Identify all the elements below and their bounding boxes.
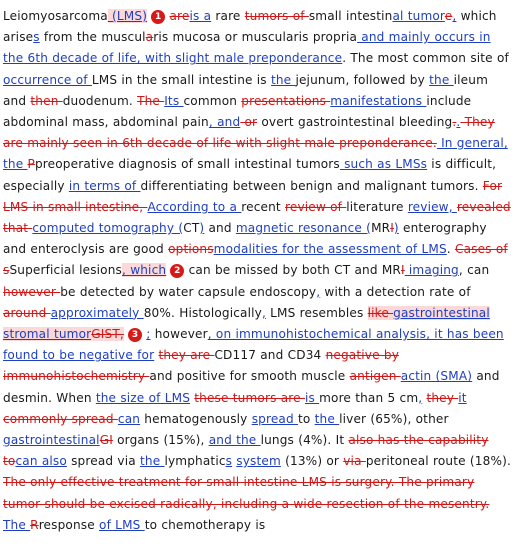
inserted-text[interactable]: spread bbox=[251, 411, 298, 426]
inserted-text[interactable]: the bbox=[270, 72, 296, 87]
body-text: and positive for smooth muscle bbox=[149, 369, 350, 384]
deleted-text[interactable]: tumors of bbox=[244, 9, 309, 23]
inserted-text[interactable]: system bbox=[236, 454, 281, 469]
body-text: response bbox=[38, 517, 100, 532]
inserted-text[interactable]: In general, the bbox=[3, 136, 508, 172]
inserted-text[interactable]: According to a bbox=[147, 199, 242, 214]
inserted-text[interactable]: ) bbox=[393, 221, 399, 236]
body-text: include abdominal mass, abdominal pain bbox=[3, 93, 472, 130]
deleted-text[interactable]: commonly spread bbox=[3, 411, 118, 426]
deleted-text[interactable]: then bbox=[30, 93, 63, 108]
deleted-text[interactable]: I bbox=[400, 263, 405, 278]
body-text: LMS resembles bbox=[265, 305, 368, 320]
body-text: CT bbox=[183, 221, 200, 236]
body-text: overt gastrointestinal bleeding bbox=[257, 115, 453, 130]
inserted-text[interactable]: The bbox=[3, 517, 31, 532]
body-text: can be missed by both CT and MR bbox=[184, 263, 401, 278]
deleted-text[interactable]: also has the capability to bbox=[3, 433, 489, 469]
body-text: liver (65%), other bbox=[339, 411, 449, 426]
deleted-text[interactable]: e bbox=[444, 9, 453, 23]
deleted-text[interactable]: negative by immunohistochemistry bbox=[3, 348, 399, 384]
inserted-text[interactable]: it bbox=[458, 390, 467, 405]
inserted-text[interactable]: can also bbox=[15, 454, 67, 469]
inserted-text[interactable]: manifestations bbox=[330, 93, 427, 108]
inserted-text[interactable]: the size of LMS bbox=[95, 390, 191, 405]
inserted-text[interactable]: , on immunohistochemical analysis, it has been found to be negative for bbox=[3, 327, 504, 363]
inserted-text[interactable]: review, bbox=[407, 199, 457, 214]
body-text: lungs (4%). It bbox=[260, 433, 349, 448]
body-text: , can bbox=[458, 263, 490, 278]
deleted-text[interactable]: however bbox=[3, 284, 61, 299]
body-text: . The most common site of bbox=[342, 51, 509, 66]
inserted-text[interactable]: magnetic resonance ( bbox=[235, 221, 372, 236]
inserted-text[interactable]: in terms of bbox=[68, 178, 141, 193]
body-text: Superficial lesions bbox=[9, 263, 123, 278]
deleted-text[interactable]: they bbox=[426, 390, 459, 405]
body-text: and bbox=[204, 221, 236, 236]
body-text: however bbox=[150, 327, 208, 342]
body-text: which arise bbox=[3, 9, 497, 45]
inserted-text[interactable]: gastrointestinal bbox=[3, 433, 100, 448]
inserted-text[interactable]: and the bbox=[208, 433, 261, 448]
inserted-text[interactable]: such as LMSs bbox=[339, 157, 428, 172]
body-text: MR bbox=[371, 221, 391, 236]
body-text: . bbox=[446, 242, 455, 257]
body-text: jejunum, followed by bbox=[295, 72, 430, 87]
body-text: peritoneal route (18%). bbox=[365, 454, 511, 469]
inserted-text[interactable]: is bbox=[304, 390, 320, 405]
inserted-text[interactable]: s bbox=[33, 30, 40, 45]
deleted-text[interactable]: The only effective treatment for small intestine LMS is surgery. The primary tumor should be excised radically, including a wide resection of the mesentry. bbox=[3, 475, 490, 511]
deleted-text[interactable]: The bbox=[137, 93, 165, 108]
body-text: preoperative diagnosis of small intestinal tumors bbox=[34, 157, 340, 172]
body-text: with a detection rate of bbox=[320, 284, 471, 299]
body-text: recent bbox=[241, 199, 286, 214]
body-text: small intestin bbox=[308, 9, 393, 23]
deleted-text[interactable]: options bbox=[168, 242, 214, 257]
deleted-text[interactable]: I bbox=[390, 221, 394, 236]
inserted-text[interactable]: modalities for the assessment of LMS bbox=[213, 242, 447, 257]
deleted-text[interactable]: they are bbox=[158, 348, 215, 363]
inserted-text[interactable]: ) bbox=[199, 221, 205, 236]
body-text: spread via bbox=[66, 454, 140, 469]
body-text: rare bbox=[211, 9, 245, 23]
deleted-text[interactable]: GIST, bbox=[91, 327, 124, 342]
body-text: to chemotherapy is bbox=[144, 517, 266, 532]
body-text: and desmin. When bbox=[3, 369, 500, 405]
body-text: LMS in the small intestine is bbox=[91, 72, 271, 87]
inserted-text[interactable]: , bbox=[316, 284, 321, 299]
comment-marker-badge[interactable]: 3 bbox=[128, 328, 142, 342]
deleted-text[interactable]: or bbox=[240, 115, 258, 130]
body-text: differentiating between benign and malignant tumors. bbox=[140, 178, 483, 193]
body-text: 80%. Histologically bbox=[143, 305, 262, 320]
inserted-text[interactable]: Its bbox=[164, 93, 184, 108]
inserted-text[interactable]: is a bbox=[189, 9, 212, 23]
inserted-text[interactable]: s bbox=[225, 454, 233, 469]
deleted-text[interactable]: They are mainly seen in 6th decade of life with slight male preponderance. bbox=[3, 115, 495, 151]
body-text: organs (15%), bbox=[112, 433, 209, 448]
inserted-text[interactable]: the bbox=[314, 411, 340, 426]
inserted-text[interactable]: computed tomography ( bbox=[32, 221, 184, 236]
body-text: enterography and enteroclysis are good bbox=[3, 221, 487, 257]
body-text: ileum and bbox=[3, 72, 488, 108]
comment-marker-badge[interactable]: 2 bbox=[170, 264, 184, 278]
body-text: CD117 and CD34 bbox=[214, 348, 326, 363]
deleted-text[interactable]: are bbox=[169, 9, 190, 23]
body-text: more than 5 cm bbox=[319, 390, 419, 405]
body-text: hematogenously bbox=[140, 411, 252, 426]
deleted-text[interactable]: review of bbox=[285, 199, 347, 214]
inserted-text[interactable]: al tumor bbox=[392, 9, 445, 23]
body-text: be detected by water capsule endoscopy bbox=[60, 284, 317, 299]
deleted-text[interactable]: P bbox=[27, 157, 35, 172]
deleted-text[interactable]: via bbox=[343, 454, 366, 469]
body-text: lymphatic bbox=[164, 454, 226, 469]
inserted-text[interactable]: imaging bbox=[404, 263, 459, 278]
inserted-text[interactable]: occurrence of bbox=[3, 72, 92, 87]
deleted-text[interactable]: around bbox=[3, 305, 51, 320]
inserted-text[interactable]: ; bbox=[146, 327, 151, 342]
deleted-text[interactable]: Cases of s bbox=[3, 242, 508, 278]
deleted-text[interactable]: antigen bbox=[349, 369, 401, 384]
deleted-text[interactable]: these tumors are bbox=[194, 390, 305, 405]
body-text: to bbox=[298, 411, 315, 426]
deleted-text[interactable]: R bbox=[30, 517, 39, 532]
inserted-text[interactable]: can bbox=[117, 411, 141, 426]
inserted-text[interactable]: , bbox=[452, 9, 457, 23]
body-text: common bbox=[183, 93, 242, 108]
inserted-text[interactable]: , bbox=[261, 305, 266, 320]
deleted-text[interactable]: GI bbox=[99, 433, 113, 448]
inserted-text[interactable]: , which bbox=[122, 263, 167, 278]
inserted-text[interactable]: (LMS) bbox=[107, 9, 148, 23]
inserted-text[interactable]: . bbox=[456, 115, 461, 130]
deleted-text[interactable]: revealed that bbox=[3, 199, 511, 236]
deleted-text[interactable]: For LMS in small intestine, bbox=[3, 178, 503, 214]
body-text: ris mucosa or muscularis propria bbox=[153, 30, 358, 45]
deleted-text[interactable]: . bbox=[452, 115, 457, 130]
comment-marker-badge[interactable]: 1 bbox=[151, 10, 165, 24]
deleted-text[interactable]: presentations bbox=[241, 93, 331, 108]
inserted-text[interactable]: gastrointestinal stromal tumor bbox=[3, 305, 490, 342]
inserted-text[interactable]: , bbox=[418, 390, 423, 405]
body-text: duodenum. bbox=[62, 93, 138, 108]
body-text: literature bbox=[346, 199, 408, 214]
body-text: Leiomyosarcoma bbox=[3, 9, 108, 23]
inserted-text[interactable]: and mainly occurs in the 6th decade of life, with slight male preponderance bbox=[3, 30, 491, 66]
deleted-text[interactable]: a bbox=[145, 30, 154, 45]
inserted-text[interactable]: of LMS bbox=[99, 517, 145, 532]
body-text: (13%) or bbox=[280, 454, 344, 469]
body-text: from the muscul bbox=[39, 30, 146, 45]
inserted-text[interactable]: actin (SMA) bbox=[400, 369, 473, 384]
inserted-text[interactable]: approximately bbox=[50, 305, 144, 320]
inserted-text[interactable]: , and bbox=[208, 115, 241, 130]
inserted-text[interactable]: the bbox=[429, 72, 454, 87]
body-text: is difficult, especially bbox=[3, 157, 497, 193]
inserted-text[interactable]: the bbox=[139, 454, 165, 469]
deleted-text[interactable]: like bbox=[367, 305, 394, 320]
